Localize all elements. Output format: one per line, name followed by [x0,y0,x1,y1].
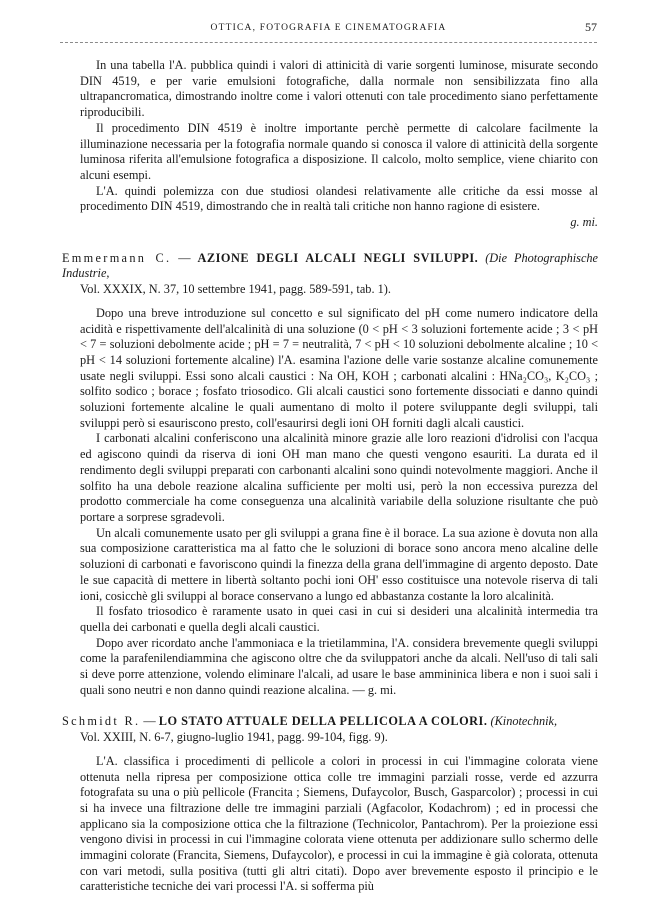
paragraph: Dopo aver ricordato anche l'ammoniaca e la trietilammina, l'A. considera brevemente quegli sviluppi come la parafenilendiammina che agiscono oltre che da sviluppatori anche da alcali. Nell'uso di tali sali si deve porre attenzione, volendo eliminare l'alcali, ad usare le base ammininica libera e non i suoi sali i quali sono neutri e non danno quindi reazione alcalina. — g. mi. [80,635,598,697]
review-heading [62,251,598,298]
citation: Vol. XXXIX, N. 37, 10 settembre 1941, pagg. 589-591, tab. 1). [80,282,391,297]
paragraph: L'A. quindi polemizza con due studiosi olandesi relativamente alle critiche da essi mosse al procedimento DIN 4519, dimostrando che in realtà tali critiche non hanno ragione di esistere. [80,183,598,214]
dash: — [178,250,191,265]
review-title: LO STATO ATTUALE DELLA PELLICOLA A COLORI. [158,714,488,729]
paragraph: L'A. classifica i procedimenti di pellicole a colori in processi in cui l'immagine colorata viene ottenuta nella ripresa per composizione ottica colle tre immagini parziali rosse, verde ed azzurra fotografata su una o più pellicole (Francita ; Siemens, Dufaycolor, Busch, Gasparcolor) ; processi in cui si ha invece una filtrazione delle tre immagini parziali (Agfacolor, Kodachrom) ; ed in processi che applicano sia la composizione ottica che la filtrazione (Technicolor, Pantachrom). Per la proiezione essi vengono divisi in processi in cui l'immagine colorata viene ottenuta per addizionare sullo schermo delle immagini colorate (Francita, Siemens, Dufaycolor), e processi in cui la immagine è già colorata, ottenuta con vari metodi, sulla positiva (tutti gli altri citati). Dopo aver brevemente esposto il principio e le caratteristiche tecniche dei vari processi l'A. si sofferma più [80,753,598,894]
running-head [60,20,597,38]
paragraph: Dopo una breve introduzione sul concetto e sul significato del pH come numero indicatore della acidità e rispettivamente dell'alcalinità di una soluzione (0 < pH < 3 soluzioni fortemente acide ; 3 < pH < 7 = soluzioni debolmente acide ; pH = 7 = neutralità, 7 < pH < 10 soluzioni debolmente alcaline ; 10 < pH < 14 soluzioni fortemente alcaline) l'A. esamina l'azione delle varie sostanze alcaline comunemente usate negli sviluppi. Essi sono alcali caustici : Na OH, KOH ; carbonati alcalini : HNa₂CO₃, K₂CO₃ ; solfito sodico ; borace ; fosfato triosodico. Gli alcali caustici sono fortemente dissociati e danno quindi soluzioni fortemente alcaline le quali aumentano di molto il potere sviluppante degli sviluppi, tali sviluppi però si esauriscono presto, coll'esaurirsi degli ioni OH forniti dagli alcali caustici. [80,305,598,430]
article-body [62,58,599,895]
paragraph: I carbonati alcalini conferiscono una alcalinità minore grazie alle loro reazioni d'idrolisi con l'acqua ed agiscono quindi da riserva di ioni OH man mano che questi vengono esauriti. La durata ed il rendimento degli sviluppi preparati con carbonanti alcalini sono quindi notevolmente maggiori. Anche il solfito ha una debole reazione alcalina sufficiente per molti usi, però la non eccessiva purezza del prodotto commerciale ha come conseguenza una alcalinità variabile della soluzione risultante che può portare a sorprese sgradevoli. [80,431,598,524]
citation: Vol. XXIII, N. 6-7, giugno-luglio 1941, pagg. 99-104, figg. 9). [80,730,388,745]
header-rule [60,42,597,43]
review-heading [62,714,598,745]
paragraph: Il fosfato triosodico è raramente usato in quei casi in cui si desideri una alcalinità intermedia tra quella dei carbonati e quella degli alcali caustici. [80,604,598,634]
journal-name: (Die Photographische Industrie, [62,250,599,281]
paragraph: Un alcali comunemente usato per gli sviluppi a grana fine è il borace. La sua azione è dovuta non alla sua composizione caratteristica ma al fatto che le soluzioni di borace sono ancora meno alcaline delle soluzioni di carbonati e favoriscono quindi la finezza della grana dell'immagine di argento deposto. Date le sue capacità di mettere in libertà soltanto pochi ioni OH' esso costituisce una notevole riserva di tali ioni, cosicchè gli sviluppi al borace conservano a lungo ed abbastanza costante la loro alcalinità. [80,525,598,603]
page-number: 57 [585,20,597,34]
review-title: AZIONE DEGLI ALCALI NEGLI SVILUPPI. [197,250,479,265]
running-title: OTTICA, FOTOGRAFIA E CINEMATOGRAFIA [210,23,447,33]
journal-name: (Kinotechnik, [490,714,558,729]
paragraph: In una tabella l'A. pubblica quindi i valori di attinicità di varie sorgenti luminose, misurate secondo DIN 4519, e per varie emulsioni fotografiche, dalla normale non sensibilizzata fino alla ultrapancromatica, dimostrando inoltre come i valori ottenuti con tale procedimento siano perfettamente riproducibili. [80,58,598,120]
review-author: Emmermann C. [62,250,172,265]
signature: g. mi. [570,215,598,230]
review-author: Schmidt R. [62,714,141,729]
dash: — [143,714,156,729]
paragraph: Il procedimento DIN 4519 è inoltre importante perchè permette di calcolare facilmente la illuminazione necessaria per la fotografia normale quando si conosca il valore di attinicità della sorgente luminosa riferita all'emulsione fotografica a disposizione. Il calcolo, molto semplice, viene chiarito con alcuni esempi. [80,120,598,182]
